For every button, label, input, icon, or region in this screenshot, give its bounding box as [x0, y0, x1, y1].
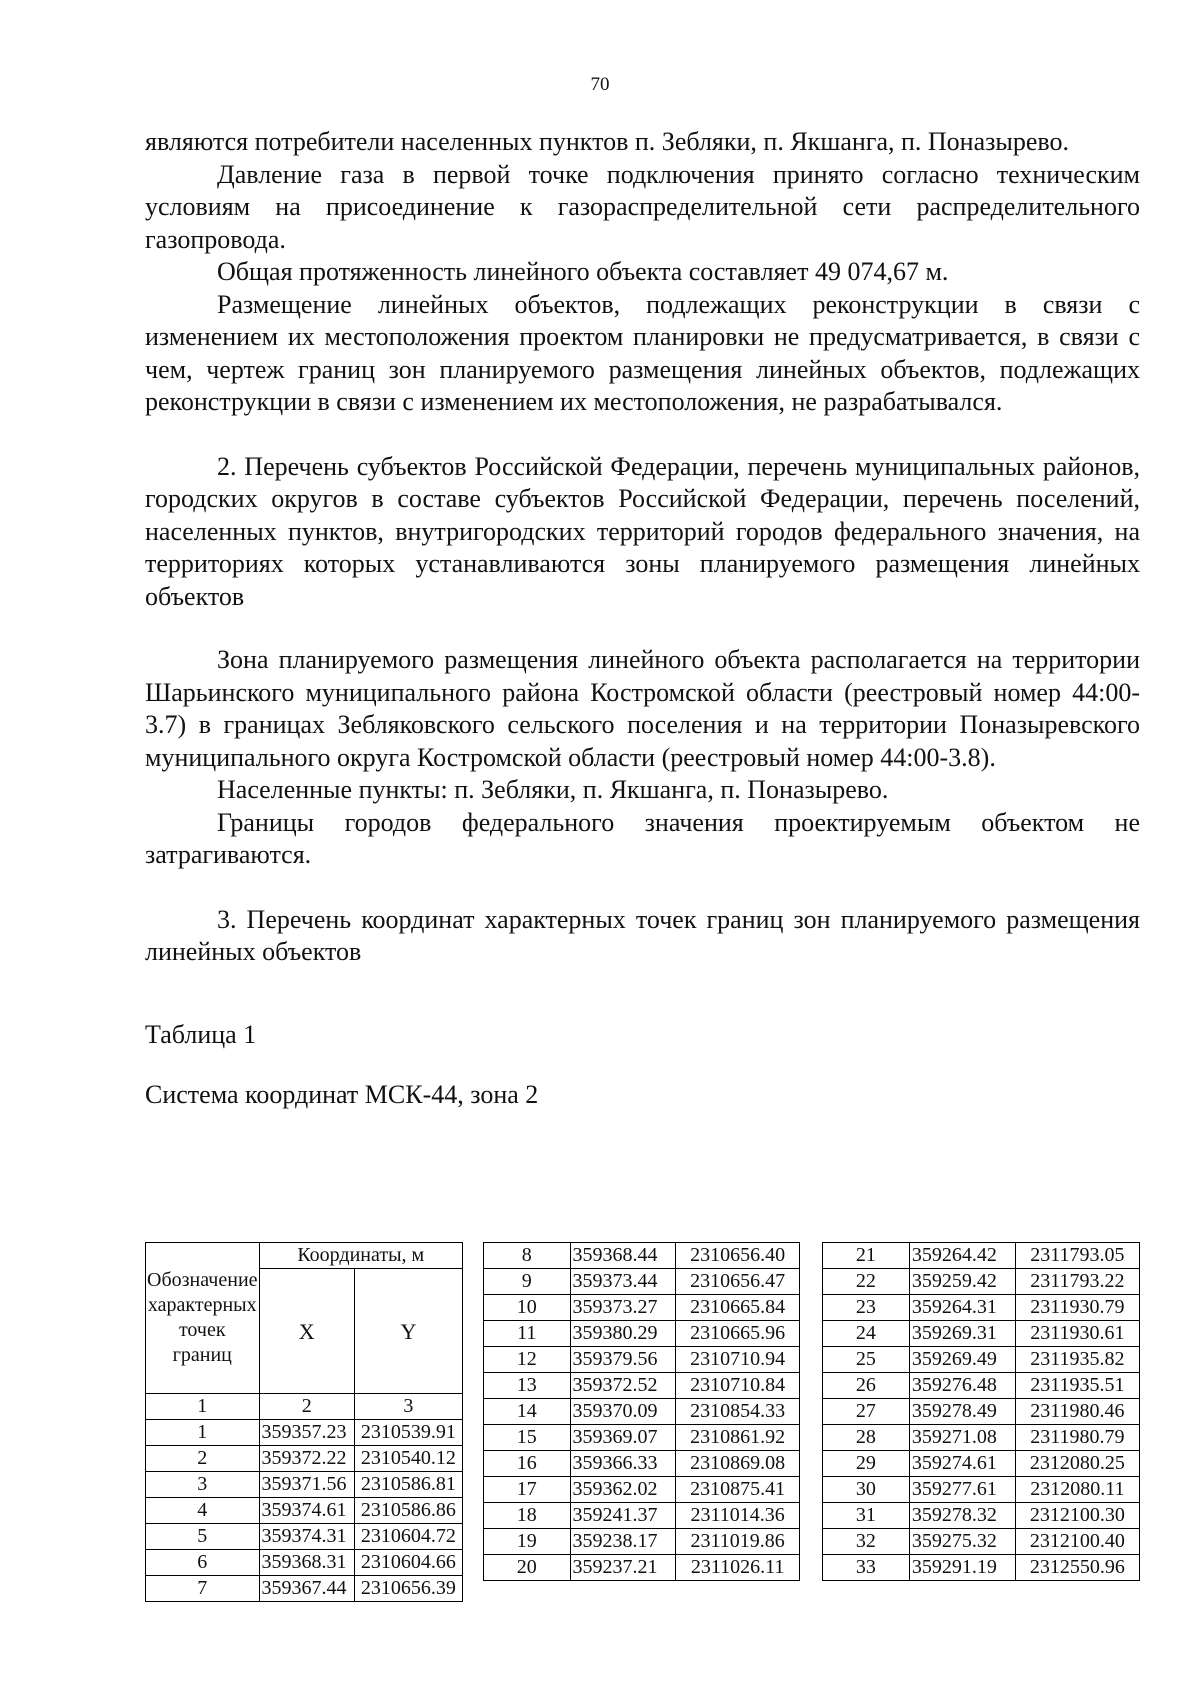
- point-number-cell: 25: [823, 1347, 910, 1373]
- table-label: Таблица 1: [145, 1019, 257, 1049]
- point-number-cell: 22: [823, 1269, 910, 1295]
- x-coordinate-cell: 359380.29: [570, 1321, 676, 1347]
- x-coordinate-cell: 359373.44: [570, 1269, 676, 1295]
- point-number-cell: 10: [484, 1295, 571, 1321]
- point-number-cell: 26: [823, 1373, 910, 1399]
- y-coordinate-cell: 2311930.79: [1015, 1295, 1139, 1321]
- y-coordinate-cell: 2310656.39: [354, 1576, 462, 1602]
- y-coordinate-cell: 2311026.11: [676, 1555, 800, 1581]
- point-number-cell: 32: [823, 1529, 910, 1555]
- y-coordinate-cell: 2310710.84: [676, 1373, 800, 1399]
- x-coordinate-cell: 359277.61: [909, 1477, 1015, 1503]
- y-coordinate-cell: 2310875.41: [676, 1477, 800, 1503]
- x-coordinate-cell: 359269.31: [909, 1321, 1015, 1347]
- x-coordinate-cell: 359369.07: [570, 1425, 676, 1451]
- table-row: [823, 1451, 1140, 1477]
- table-row: [146, 1420, 463, 1446]
- point-number-cell: 24: [823, 1321, 910, 1347]
- x-coordinate-cell: 359372.52: [570, 1373, 676, 1399]
- y-coordinate-cell: 2310656.40: [676, 1243, 800, 1269]
- y-coordinate-cell: 2311793.05: [1015, 1243, 1139, 1269]
- point-number-cell: 20: [484, 1555, 571, 1581]
- point-number-cell: 31: [823, 1503, 910, 1529]
- table-row: [484, 1555, 800, 1581]
- y-coordinate-cell: 2311019.86: [676, 1529, 800, 1555]
- point-number-cell: 5: [146, 1524, 260, 1550]
- y-coordinate-cell: 2312100.40: [1015, 1529, 1139, 1555]
- x-coordinate-cell: 359373.27: [570, 1295, 676, 1321]
- point-number-cell: 12: [484, 1347, 571, 1373]
- point-number-cell: 2: [146, 1446, 260, 1472]
- y-coordinate-cell: 2312080.25: [1015, 1451, 1139, 1477]
- y-coordinate-cell: 2310604.66: [354, 1550, 462, 1576]
- table-row: [146, 1524, 463, 1550]
- page-number: 70: [590, 74, 610, 95]
- point-number-cell: 18: [484, 1503, 571, 1529]
- table-row: [484, 1243, 800, 1269]
- y-coordinate-cell: 2310656.47: [676, 1269, 800, 1295]
- table-row: [146, 1472, 463, 1498]
- y-coordinate-cell: 2311793.22: [1015, 1269, 1139, 1295]
- x-coordinate-cell: 359259.42: [909, 1269, 1015, 1295]
- table-row: [484, 1477, 800, 1503]
- table-row: [146, 1446, 463, 1472]
- x-coordinate-cell: 359241.37: [570, 1503, 676, 1529]
- header-col-number-1: 1: [146, 1394, 260, 1420]
- point-number-cell: 6: [146, 1550, 260, 1576]
- point-number-cell: 16: [484, 1451, 571, 1477]
- coordinates-table-part-2: [483, 1242, 800, 1581]
- table-row: [823, 1347, 1140, 1373]
- section-3-heading: 3. Перечень координат характерных точек границ зон планируемого размещения линейных объектов: [145, 904, 1140, 966]
- x-coordinate-cell: 359238.17: [570, 1529, 676, 1555]
- y-coordinate-cell: 2311935.51: [1015, 1373, 1139, 1399]
- point-number-cell: 13: [484, 1373, 571, 1399]
- x-coordinate-cell: 359274.61: [909, 1451, 1015, 1477]
- point-number-cell: 23: [823, 1295, 910, 1321]
- point-number-cell: 17: [484, 1477, 571, 1503]
- table-row: [484, 1529, 800, 1555]
- table-part-2-body: [484, 1243, 800, 1581]
- y-coordinate-cell: 2310539.91: [354, 1420, 462, 1446]
- table-row: [484, 1451, 800, 1477]
- y-coordinate-cell: 2310665.96: [676, 1321, 800, 1347]
- paragraph-federal-cities: Границы городов федерального значения проектируемым объектом не затрагиваются.: [145, 807, 1140, 869]
- header-point-designation: Обозначение характерных точек границ: [146, 1243, 260, 1394]
- y-coordinate-cell: 2311980.46: [1015, 1399, 1139, 1425]
- y-coordinate-cell: 2311935.82: [1015, 1347, 1139, 1373]
- coordinates-table-part-1: [145, 1242, 463, 1602]
- table-row: [823, 1295, 1140, 1321]
- x-coordinate-cell: 359291.19: [909, 1555, 1015, 1581]
- table-row: [823, 1399, 1140, 1425]
- point-number-cell: 15: [484, 1425, 571, 1451]
- point-number-cell: 11: [484, 1321, 571, 1347]
- point-number-cell: 4: [146, 1498, 260, 1524]
- point-number-cell: 1: [146, 1420, 260, 1446]
- point-number-cell: 29: [823, 1451, 910, 1477]
- point-number-cell: 33: [823, 1555, 910, 1581]
- table-row: [484, 1399, 800, 1425]
- x-coordinate-cell: 359269.49: [909, 1347, 1015, 1373]
- y-coordinate-cell: 2310586.81: [354, 1472, 462, 1498]
- y-coordinate-cell: 2311980.79: [1015, 1425, 1139, 1451]
- y-coordinate-cell: 2310665.84: [676, 1295, 800, 1321]
- x-coordinate-cell: 359237.21: [570, 1555, 676, 1581]
- x-coordinate-cell: 359264.31: [909, 1295, 1015, 1321]
- point-number-cell: 30: [823, 1477, 910, 1503]
- x-coordinate-cell: 359374.31: [259, 1524, 354, 1550]
- x-coordinate-cell: 359278.49: [909, 1399, 1015, 1425]
- table-part-1-body: [146, 1420, 463, 1602]
- x-coordinate-cell: 359370.09: [570, 1399, 676, 1425]
- paragraph-zone-location: Зона планируемого размещения линейного объекта располагается на территории Шарьинского муниципального района Костромской области (реестровый номер 44:00-3.7) в границах Зебляковского сельского поселения и на территории Поназыревского муниципального округа Костромской области (реестровый номер 44:00-3.8).: [145, 645, 1140, 772]
- paragraph-total-length: Общая протяженность линейного объекта составляет 49 074,67 м.: [217, 257, 949, 286]
- x-coordinate-cell: 359379.56: [570, 1347, 676, 1373]
- paragraph-settlements: Населенные пункты: п. Зебляки, п. Якшанга, п. Поназырево.: [217, 775, 889, 804]
- point-number-cell: 28: [823, 1425, 910, 1451]
- paragraph-placement: Размещение линейных объектов, подлежащих реконструкции в связи с изменением их местоположения проектом планировки не предусматривается, в связи с чем, чертеж границ зон планируемого размещения линейных объектов, подлежащих реконструкции в связи с изменением их местоположения, не разрабатывался.: [145, 289, 1140, 416]
- x-coordinate-cell: 359372.22: [259, 1446, 354, 1472]
- x-coordinate-cell: 359271.08: [909, 1425, 1015, 1451]
- x-coordinate-cell: 359374.61: [259, 1498, 354, 1524]
- table-row: [823, 1269, 1140, 1295]
- table-row: [484, 1295, 800, 1321]
- coordinates-table-part-3: [822, 1242, 1140, 1581]
- table-row: [823, 1373, 1140, 1399]
- y-coordinate-cell: 2310604.72: [354, 1524, 462, 1550]
- point-number-cell: 21: [823, 1243, 910, 1269]
- y-coordinate-cell: 2310854.33: [676, 1399, 800, 1425]
- point-number-cell: 19: [484, 1529, 571, 1555]
- y-coordinate-cell: 2312080.11: [1015, 1477, 1139, 1503]
- point-number-cell: 9: [484, 1269, 571, 1295]
- y-coordinate-cell: 2310540.12: [354, 1446, 462, 1472]
- paragraph-consumers: являются потребители населенных пунктов п. Зебляки, п. Якшанга, п. Поназырево.: [145, 127, 1070, 156]
- x-coordinate-cell: 359357.23: [259, 1420, 354, 1446]
- x-coordinate-cell: 359275.32: [909, 1529, 1015, 1555]
- table-row: [146, 1576, 463, 1602]
- point-number-cell: 3: [146, 1472, 260, 1498]
- x-coordinate-cell: 359367.44: [259, 1576, 354, 1602]
- point-number-cell: 8: [484, 1243, 571, 1269]
- header-col-number-2: 2: [259, 1394, 354, 1420]
- table-row: [146, 1550, 463, 1576]
- header-x: X: [259, 1269, 354, 1394]
- x-coordinate-cell: 359368.31: [259, 1550, 354, 1576]
- y-coordinate-cell: 2312550.96: [1015, 1555, 1139, 1581]
- y-coordinate-cell: 2310710.94: [676, 1347, 800, 1373]
- table-title: Система координат МСК-44, зона 2: [145, 1080, 539, 1109]
- x-coordinate-cell: 359371.56: [259, 1472, 354, 1498]
- table-row: [484, 1269, 800, 1295]
- y-coordinate-cell: 2310861.92: [676, 1425, 800, 1451]
- x-coordinate-cell: 359362.02: [570, 1477, 676, 1503]
- table-row: [484, 1347, 800, 1373]
- x-coordinate-cell: 359264.42: [909, 1243, 1015, 1269]
- table-row: [484, 1373, 800, 1399]
- table-row: [484, 1503, 800, 1529]
- y-coordinate-cell: 2312100.30: [1015, 1503, 1139, 1529]
- table-part-3-body: [823, 1243, 1140, 1581]
- y-coordinate-cell: 2310586.86: [354, 1498, 462, 1524]
- y-coordinate-cell: 2310869.08: [676, 1451, 800, 1477]
- header-col-number-3: 3: [354, 1394, 462, 1420]
- table-row: [823, 1503, 1140, 1529]
- table-row: [823, 1243, 1140, 1269]
- table-row: [484, 1321, 800, 1347]
- header-coordinates: Координаты, м: [259, 1243, 462, 1269]
- table-row: [823, 1425, 1140, 1451]
- point-number-cell: 7: [146, 1576, 260, 1602]
- document-body: [145, 126, 1140, 1112]
- table-row: [823, 1477, 1140, 1503]
- table-row: [146, 1498, 463, 1524]
- section-2-heading: 2. Перечень субъектов Российской Федерации, перечень муниципальных районов, городских округов в составе субъектов Российской Федерации, перечень поселений, населенных пунктов, внутригородских территорий городов федерального значения, на территориях которых устанавливаются зоны планируемого размещения линейных объектов: [145, 451, 1140, 611]
- table-row: [823, 1321, 1140, 1347]
- header-y: Y: [354, 1269, 462, 1394]
- paragraph-gas-pressure: Давление газа в первой точке подключения принято согласно техническим условиям на присоединение к газораспределительной сети распределительного газопровода.: [145, 159, 1140, 254]
- table-row: [823, 1529, 1140, 1555]
- y-coordinate-cell: 2311930.61: [1015, 1321, 1139, 1347]
- table-row: [484, 1425, 800, 1451]
- x-coordinate-cell: 359278.32: [909, 1503, 1015, 1529]
- x-coordinate-cell: 359366.33: [570, 1451, 676, 1477]
- y-coordinate-cell: 2311014.36: [676, 1503, 800, 1529]
- x-coordinate-cell: 359368.44: [570, 1243, 676, 1269]
- x-coordinate-cell: 359276.48: [909, 1373, 1015, 1399]
- table-row: [823, 1555, 1140, 1581]
- point-number-cell: 14: [484, 1399, 571, 1425]
- point-number-cell: 27: [823, 1399, 910, 1425]
